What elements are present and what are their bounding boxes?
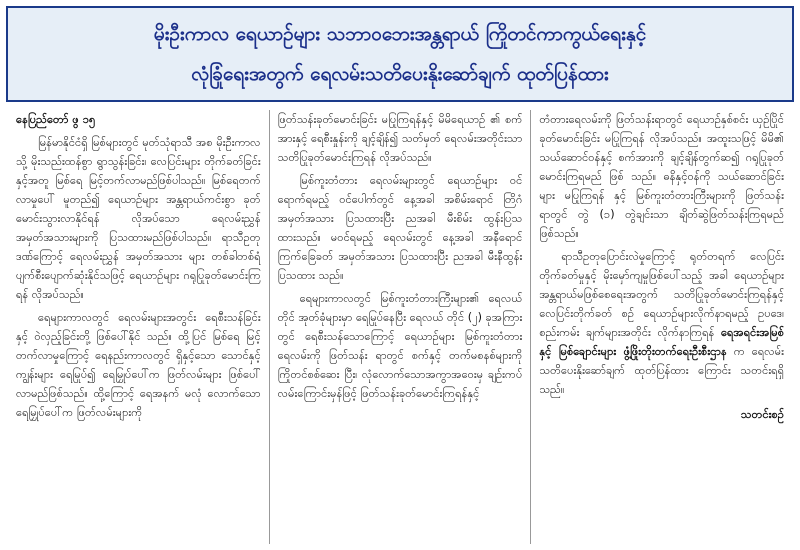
byline: သတင်းစဉ်: [740, 408, 785, 421]
headline-line-1: မိုးဦးကာလ ရေယာဉ်များ သဘာဝဘေးအန္တရာယ် ကြိုတင်ကာကွယ်ရေးနှင့်: [153, 23, 647, 45]
paragraph: မြန်မာနိုင်ငံရှိ မြစ်များတွင် မုတ်သုံရာသီ အစ မိုးဦးကာလသို့ မိုးသည်းထန်စွာ ရွာသွန်းခြင်း၊ လေပြင်းများ တိုက်ခတ်ခြင်းနှင့်အတူ မြစ်ရေ မြင့်တက်လာမည်ဖြစ်ပါသည်။ မြစ်ရေတက်လာမှုပေါ် မူတည်၍ ရေယာဉ်များ အန္တရာယ်ကင်းစွာ ခုတ် မောင်းသွားလာနိုင်ရန် လိုအပ်သော ရေလမ်းညွှန် အမှတ်အသားများကို ပြသထားမည်ဖြစ်ပါသည်။ ရာသီဥတုဒဏ်ကြောင့် ရေလမ်းညွှန် အမှတ်အသား များ တစ်ခါတစ်ရံ ပျက်စီးပျောက်ဆုံးနိုင်သဖြင့် ရေယာဉ်များ ဂရုပြုခုတ်မောင်းကြရန် လိုအပ်သည်။: [16, 136, 261, 301]
article-column-1: [8, 110, 269, 544]
paragraph: ရေများကာလတွင် မြစ်ကူးတံတားကြီးများ၏ ရေလယ်တိုင် အုတ်ခုံများမှာ ရေမြုပ်နေပြီး ရေလယ် တိုင် (၂) ခုအကြားတွင် ရေစီးသန်သောကြောင့် ရေယာဉ်များ မြစ်ကူးတံတားရေလမ်းကို ဖြတ်သန်း ရာတွင် စက်နှင့် တက်မစနစ်များကို ကြိုတင်စစ်ဆေး ပြီး၊ လုံလောက်သောအကွာအဝေးမှ ချဉ်းကပ် လမ်းကြောင်းမှန်ဖြင့် ဖြတ်သန်းခုတ်မောင်းကြရန်နှင့်: [277, 292, 523, 400]
department-name: ရေအရင်းအမြစ် နှင့် မြစ်ချောင်းများ ဖွံ့ဖြိုးတိုးတက်ရေးဦးစီးဌာန: [539, 326, 785, 358]
paragraph: ရေများကာလတွင် ရေလမ်းများအတွင်း ရေစီးသန်ခြင်းနှင့် ဝဲလှည့်ခြင်းတို့ ဖြစ်ပေါ်နိုင် သည်။ ထို့ပြင် မြစ်ရေ မြင့်တက်လာမှုကြောင့် ရေနည်းကာလတွင် ရှိနှင့်သော သောင်နှင့် ကျွန်းများ ရေမြုပ်၍ ရေမြှုပ်ပေါ်က ဖြတ်လမ်းများ ဖြစ်ပေါ် လာမည်ဖြစ်သည်။ ထို့ကြောင့် ရေအနက် မလုံ လောက်သော ရေမြှုပ်ပေါ်က ဖြတ်လမ်းများကို: [16, 311, 261, 419]
paragraph: မြစ်ကူးတံတား ရေလမ်းများတွင် ရေယာဉ်များ ဝင်ရောက်ရမည့် ဝင်ပေါက်တွင် နေ့အခါ အစိမ်းရောင် တြိဂံအမှတ်အသား ပြသထားပြီး ညအခါ မီးစိမ်း ထွန်းပြသထားသည်။ မဝင်ရမည့် ရေလမ်းတွင် နေ့အခါ အနီရောင်ကြက်ခြေခတ် အမှတ်အသား ပြသထားပြီး ညအခါ မီးနီထွန်း ပြသထား သည်။: [277, 174, 523, 282]
paragraph: ဖြတ်သန်းခုတ်မောင်းခြင်း မပြုကြရန်နှင့် မိမိရေယာဉ် ၏ စက်အားနှင့် ရေစီးနှုန်းကို ချင့်ချိန်၍ သတ်မှတ် ရေလမ်းအတိုင်းသာ သတိပြုခုတ်မောင်းကြရန် လိုအပ်သည်။: [277, 113, 523, 164]
paragraph-text: က ရေလမ်းသတိပေးနိုးဆော်ချက် ထုတ်ပြန်ထား ကြောင်း သတင်းရရှိသည်။: [539, 345, 785, 396]
article-body: [8, 110, 792, 544]
headline-box: [6, 6, 794, 102]
paragraph: တံတားရေလမ်းကို ဖြတ်သန်းရာတွင် ရေယာဉ်နှစ်စင်း ယှဉ်ပြိုင်ခုတ်မောင်းခြင်း မပြုကြရန် လိုအပ်သည်။ အထူးသဖြင့် မိမိ၏ သယ်ဆောင်ဝန်နှင့် စက်အားကို ချင့်ချိန်တွက်ဆ၍ ဂရုပြုခုတ်မောင်းကြရမည် ဖြစ် သည်။ ဓနိနှင့်ဝန်ကို သယ်ဆောင်ခြင်းများ မပြုကြရန် နှင့် မြစ်ကူးတံတားကြီးများကို ဖြတ်သန်းရာတွင် တွဲ (၁) တွဲချင်းသာ ချိတ်ဆွဲဖြတ်သန်းကြရမည် ဖြစ်သည်။: [539, 113, 785, 240]
article-column-3: [530, 110, 792, 544]
dateline: နေပြည်တော် ဖွ ၁၅: [16, 113, 96, 126]
headline-line-2: လုံခြုံရေးအတွက် ရေလမ်းသတိပေးနိုးဆော်ချက် ထုတ်ပြန်ထား: [191, 63, 609, 85]
paragraph: [539, 247, 784, 399]
article-column-2: [269, 110, 531, 544]
paragraph-text: ရာသီဥတုပြောင်းလဲမှုကြောင့် ရုတ်တရက် လေပြင်းတိုက်ခတ်မှုနှင့် မိုးမှော်ကျမှုဖြစ်ပေါ်သည့် အခါ ရေယာဉ်များ အန္တရာယ်မဖြစ်စေရေးအတွက် သတိပြုခုတ်မောင်းကြရန်နှင့် လေပြင်းတိုက်ခတ် စဉ် ရေယာဉ်များလိုက်နာရမည့် ဥပဒေ၊ စည်းကမ်း ချက်များအတိုင်း လိုက်နာကြရန်: [539, 250, 785, 339]
